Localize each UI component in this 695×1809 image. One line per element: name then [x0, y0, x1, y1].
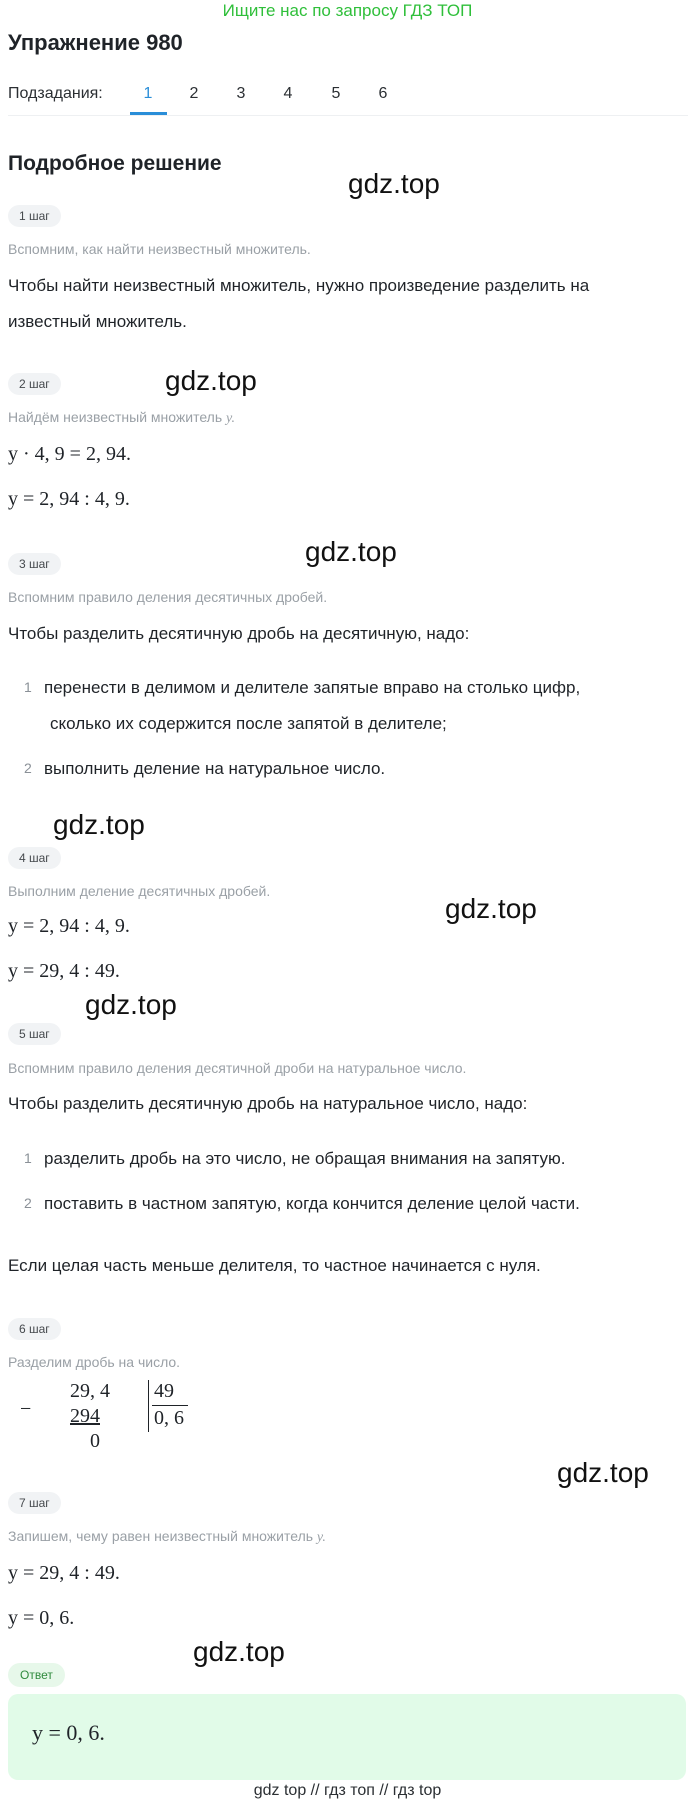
division-divisor: 49: [154, 1380, 174, 1402]
step-text: Чтобы разделить десятичную дробь на десятичную, надо:: [8, 624, 470, 643]
list-item-text: выполнить деление на натуральное число.: [44, 759, 386, 778]
footer-separator: //: [310, 1782, 320, 1799]
tab-subtask-5[interactable]: 5: [331, 85, 341, 102]
division-remainder: 0: [90, 1430, 100, 1452]
division-subtrahend: 294: [70, 1405, 100, 1427]
exercise-title: Упражнение 980: [8, 30, 183, 55]
step-hint: Выполним деление десятичных дробей.: [8, 883, 271, 899]
step-hint: Вспомним правило деления десятичных дробей.: [8, 589, 328, 605]
list-item-text: поставить в частном запятую, когда кончится деление целой части.: [44, 1194, 580, 1213]
division-quotient: 0, 6: [154, 1407, 184, 1429]
step-hint: [8, 409, 235, 427]
tab-subtask-4[interactable]: 4: [283, 85, 293, 102]
step-hint: Вспомним правило деления десятичной дроби на натуральное число.: [8, 1060, 467, 1076]
tab-subtask-6[interactable]: 6: [378, 85, 388, 102]
watermark: gdz.top: [557, 1457, 649, 1488]
section-title: Подробное решение: [8, 152, 222, 175]
footer-separator: //: [379, 1782, 389, 1799]
equation: y = 0, 6.: [8, 1607, 75, 1629]
tab-subtask-3[interactable]: 3: [236, 85, 246, 102]
equation: y = 29, 4 : 49.: [8, 1562, 120, 1584]
hint-variable: y.: [226, 411, 235, 426]
list-item-number: 1: [24, 679, 32, 695]
equation: y = 2, 94 : 4, 9.: [8, 915, 130, 937]
footer-links: [0, 1782, 695, 1800]
step-text: Чтобы найти неизвестный множитель, нужно произведение разделить на: [8, 276, 590, 295]
step-badge: 7 шаг: [8, 1492, 61, 1514]
step-hint: Разделим дробь на число.: [8, 1354, 181, 1370]
list-item-number: 2: [24, 1195, 32, 1211]
step-badge: 2 шаг: [8, 373, 61, 395]
tab-subtask-2[interactable]: 2: [189, 85, 199, 102]
footer-link[interactable]: gdz top: [253, 1782, 307, 1799]
step-hint: Вспомним, как найти неизвестный множитель.: [8, 241, 311, 257]
step-badge: 4 шаг: [8, 847, 61, 869]
step-badge: 3 шаг: [8, 553, 61, 575]
active-tab-indicator: [130, 112, 167, 115]
division-minus-sign: −: [20, 1398, 32, 1420]
step-text: Чтобы разделить десятичную дробь на натуральное число, надо:: [8, 1094, 528, 1113]
list-item-number: 1: [24, 1150, 32, 1166]
answer-badge: Ответ: [8, 1663, 65, 1687]
watermark: gdz.top: [193, 1636, 285, 1667]
watermark: gdz.top: [85, 989, 177, 1020]
long-division: [8, 1380, 208, 1456]
footer-link[interactable]: гдз топ: [324, 1782, 375, 1799]
promo-banner: Ищите нас по запросу ГДЗ ТОП: [222, 1, 473, 20]
step-badge: 5 шаг: [8, 1023, 61, 1045]
tabs-divider: [8, 115, 688, 116]
step-text: известный множитель.: [8, 312, 187, 331]
division-dividend: 29, 4: [70, 1380, 110, 1402]
step-note: Если целая часть меньше делителя, то частное начинается с нуля.: [8, 1256, 541, 1275]
equation: y · 4, 9 = 2, 94.: [8, 443, 131, 465]
watermark: gdz.top: [305, 536, 397, 567]
answer-box: [8, 1694, 686, 1780]
watermark: gdz.top: [165, 365, 257, 396]
hint-text: Запишем, чему равен неизвестный множитель: [8, 1528, 314, 1544]
hint-text: Найдём неизвестный множитель: [8, 409, 223, 425]
watermark: gdz.top: [53, 809, 145, 840]
list-item-text: перенести в делимом и делителе запятые вправо на столько цифр,: [44, 678, 581, 697]
step-badge: 1 шаг: [8, 205, 61, 227]
answer-value: y = 0, 6.: [32, 1720, 105, 1745]
subtasks-label: Подзадания:: [8, 85, 103, 102]
division-bar: [148, 1380, 149, 1432]
tab-subtask-1[interactable]: 1: [143, 85, 153, 102]
footer-link[interactable]: гдз top: [392, 1782, 442, 1799]
equation: y = 29, 4 : 49.: [8, 960, 120, 982]
step-hint: [8, 1528, 326, 1546]
list-item-text: разделить дробь на это число, не обращая внимания на запятую.: [44, 1149, 566, 1168]
equation: y = 2, 94 : 4, 9.: [8, 488, 130, 510]
step-badge: 6 шаг: [8, 1318, 61, 1340]
list-item-text: сколько их содержится после запятой в делителе;: [50, 714, 447, 733]
watermark: gdz.top: [348, 168, 440, 199]
division-divisor-line: [152, 1405, 188, 1406]
hint-variable: y.: [316, 1530, 326, 1545]
watermark: gdz.top: [445, 893, 537, 924]
list-item-number: 2: [24, 760, 32, 776]
